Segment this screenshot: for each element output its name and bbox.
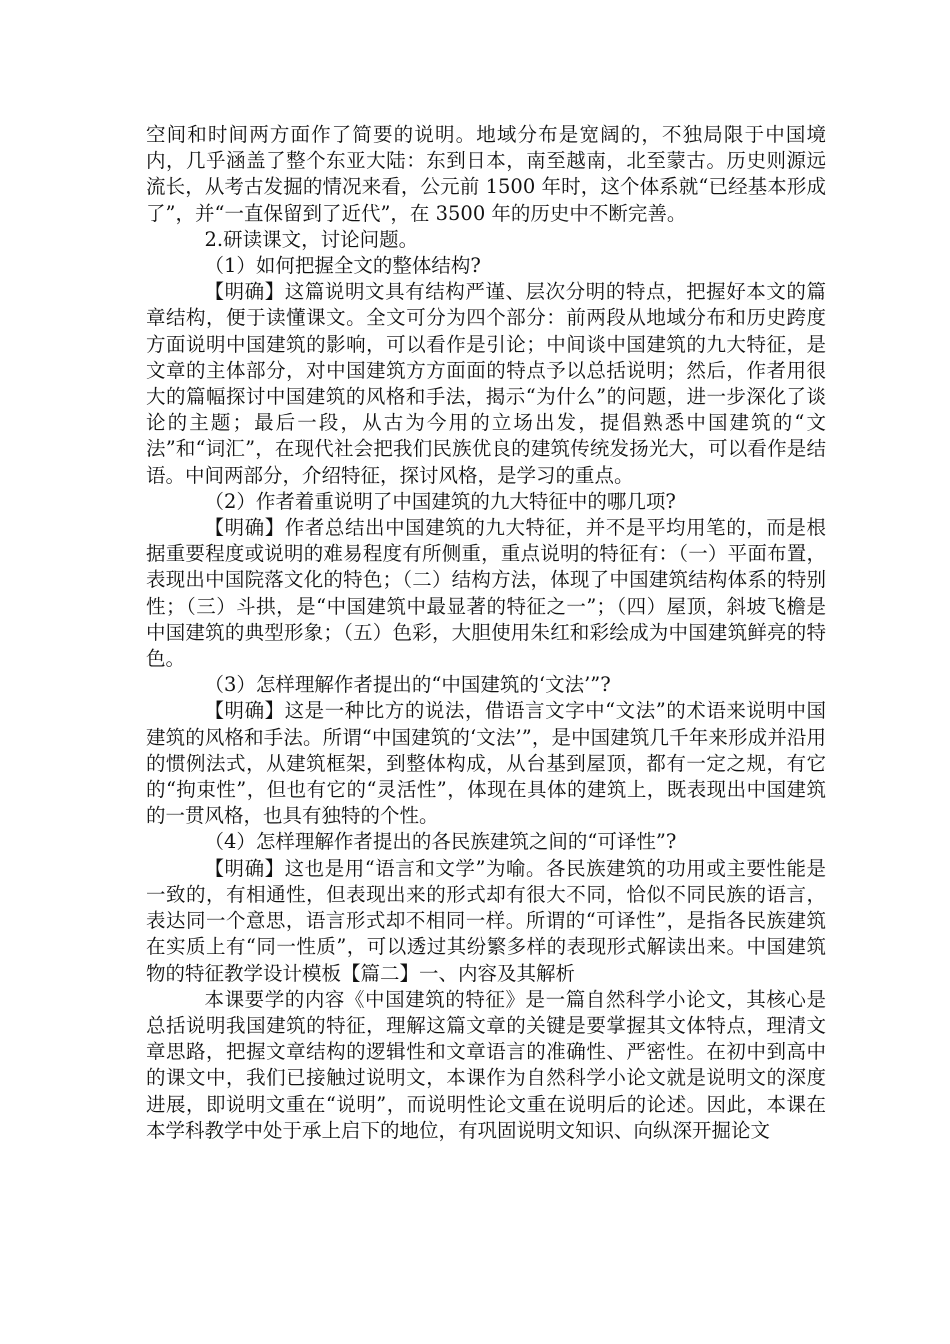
question-2: （2）作者着重说明了中国建筑的九大特征中的哪几项? [204,489,676,513]
paragraph-step-heading: 2.研读课文，讨论问题。 [204,227,419,251]
question-4: （4）怎样理解作者提出的各民族建筑之间的“可译性”? [204,830,677,854]
question-1: （1）如何把握全文的整体结构? [204,254,481,278]
paragraph-continuation: 空间和时间两方面作了简要的说明。地域分布是宽阔的，不独局限于中国境内，几乎涵盖了整个东亚大陆：东到日本，南至越南，北至蒙古。历史则源远流长，从考古发掘的情况来看，公元前 1500 年时，这个体系就“已经基本形成了”，并“一直保留到了近代”，在 3500 年的历史中不断完善。 [146,123,826,225]
document-body [146,122,826,1144]
paragraph-content-analysis: 本课要学的内容《中国建筑的特征》是一篇自然科学小论文，其核心是总括说明我国建筑的特征，理解这篇文章的关键是要掌握其文体特点，理清文章思路，把握文章结构的逻辑性和文章语言的准确性、严密性。在初中到高中的课文中，我们已接触过说明文，本课作为自然科学小论文就是说明文的深度进展，即说明文重在“说明”，而说明性论文重在说明后的论述。因此，本课在本学科教学中处于承上启下的地位，有巩固说明文知识、向纵深开掘论文 [146,987,826,1142]
answer-1: 【明确】这篇说明文具有结构严谨、层次分明的特点，把握好本文的篇章结构，便于读懂课文。全文可分为四个部分：前两段从地域分布和历史跨度方面说明中国建筑的影响，可以看作是引论；中间谈中国建筑的九大特征，是文章的主体部分，对中国建筑方方面面的特点予以总括说明；然后，作者用很大的篇幅探讨中国建筑的风格和手法，揭示“为什么”的问题，进一步深化了谈论的主题；最后一段，从古为今用的立场出发，提倡熟悉中国建筑的“文法”和“词汇”，在现代社会把我们民族优良的建筑传统发扬光大，可以看作是结语。中间两部分，介绍特征，探讨风格，是学习的重点。 [146,280,826,487]
answer-4: 【明确】这也是用“语言和文学”为喻。各民族建筑的功用或主要性能是一致的，有相通性，但表现出来的形式却有很大不同，恰似不同民族的语言，表达同一个意思，语言形式却不相同一样。所谓的“可译性”，是指各民族建筑在实质上有“同一性质”，可以透过其纷繁多样的表现形式解读出来。中国建筑物的特征教学设计模板【篇二】一、内容及其解析 [146,856,826,985]
question-3: （3）怎样理解作者提出的“中国建筑的‘文法’”? [204,673,611,697]
answer-2: 【明确】作者总结出中国建筑的九大特征，并不是平均用笔的，而是根据重要程度或说明的难易程度有所侧重，重点说明的特征有：（一）平面布置，表现出中国院落文化的特色；（二）结构方法，体现了中国建筑结构体系的特别性；（三）斗拱，是“中国建筑中最显著的特征之一”；（四）屋顶，斜坡飞檐是中国建筑的典型形象；（五）色彩，大胆使用朱红和彩绘成为中国建筑鲜亮的特色。 [146,516,826,671]
answer-3: 【明确】这是一种比方的说法，借语言文字中“文法”的术语来说明中国建筑的风格和手法。所谓“中国建筑的‘文法’”，是中国建筑几千年来形成并沿用的惯例法式，从建筑框架，到整体构成，从台基到屋顶，都有一定之规，有它的“拘束性”，但也有它的“灵活性”，体现在具体的建筑上，既表现出中国建筑的一贯风格，也具有独特的个性。 [146,699,826,828]
